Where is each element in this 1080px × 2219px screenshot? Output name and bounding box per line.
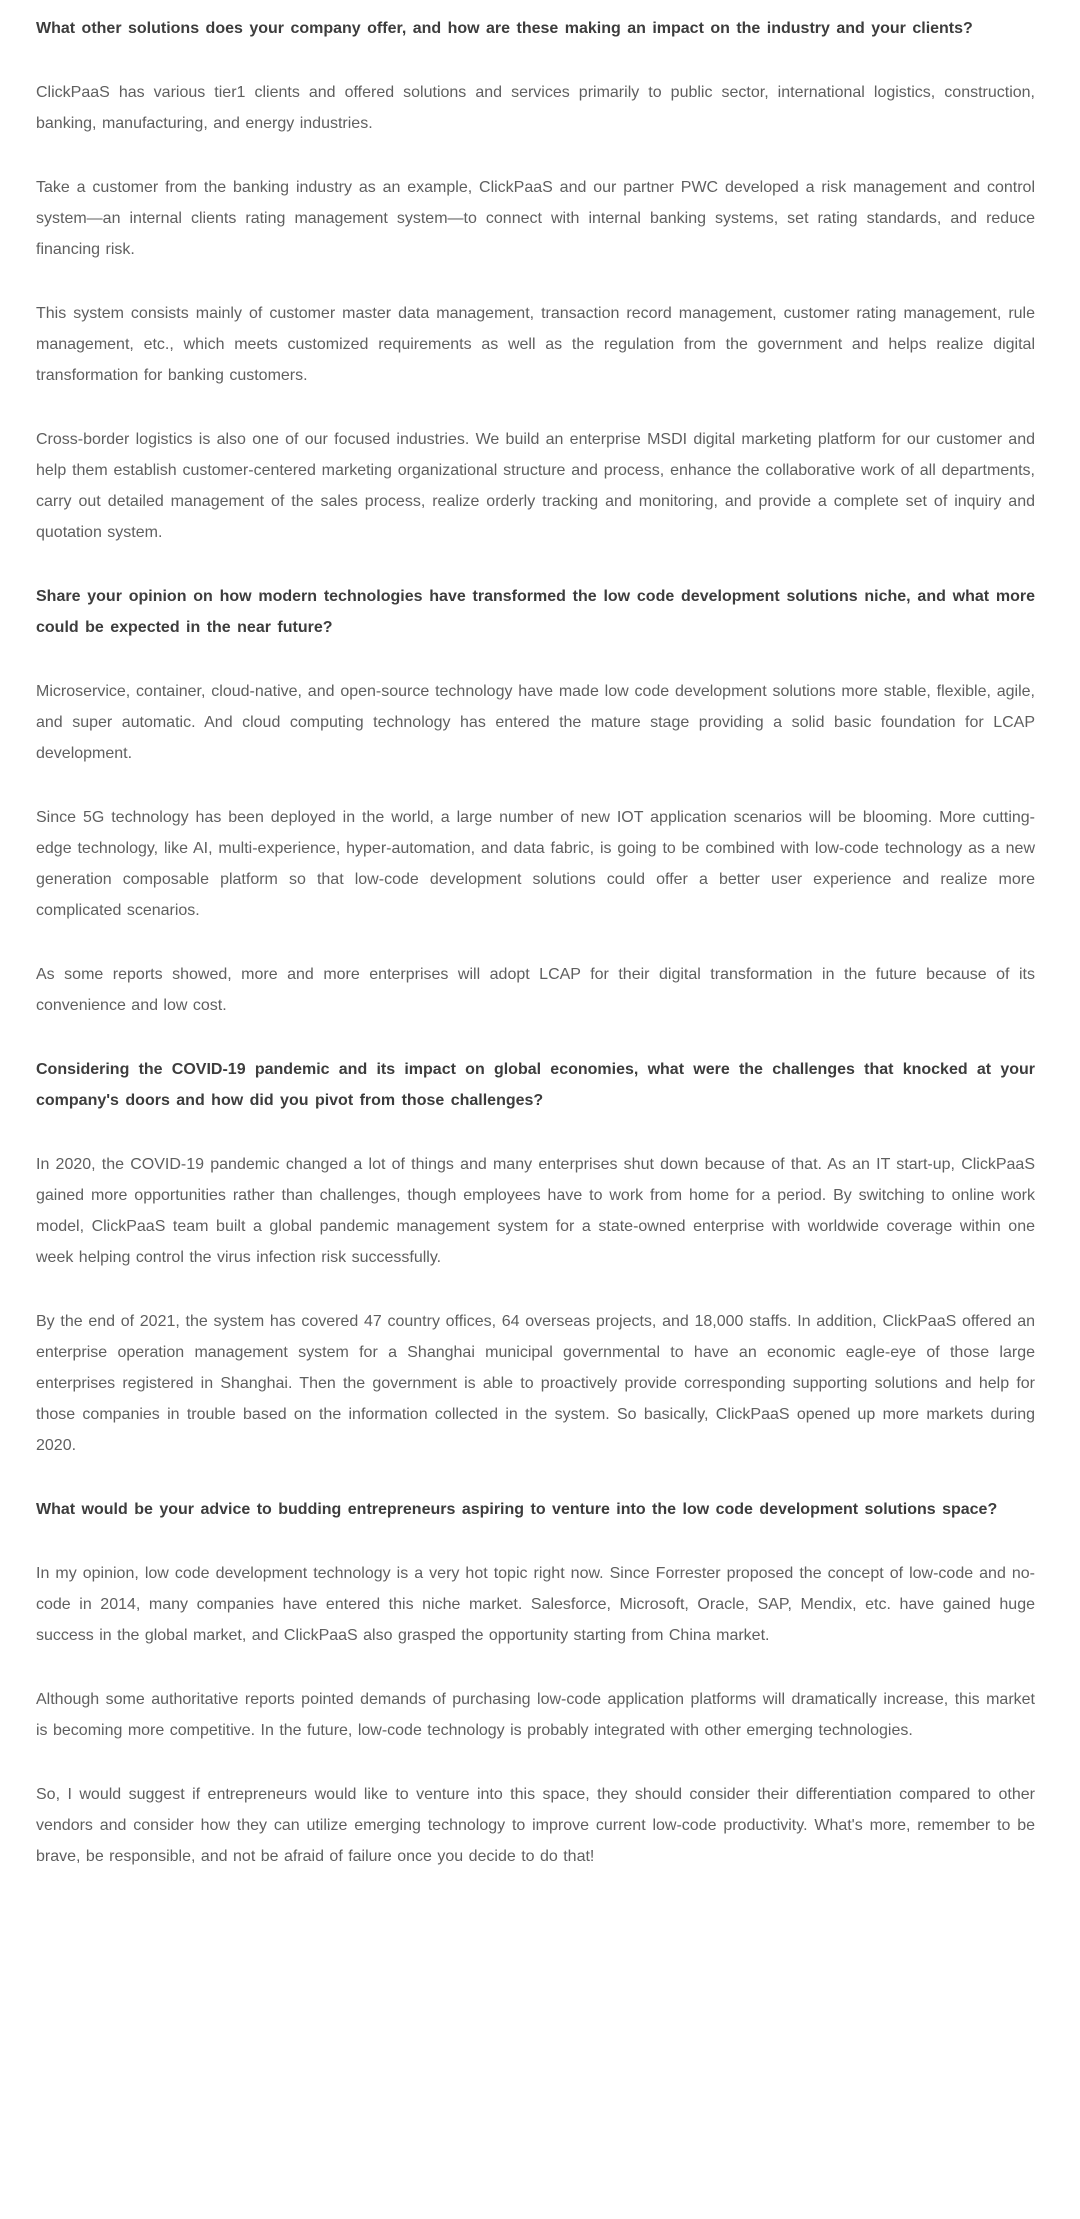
interview-answer: This system consists mainly of customer master data management, transaction record management, customer rating management, rule management, etc., which meets customized requirements as well as the regulation from the government and helps realize digital transformation for banking customers. <box>36 305 1035 384</box>
interview-answer: As some reports showed, more and more enterprises will adopt LCAP for their digital transformation in the future because of its convenience and low cost. <box>36 966 1035 1014</box>
interview-answer: By the end of 2021, the system has covered 47 country offices, 64 overseas projects, and 18,000 staffs. In addition, ClickPaaS offered an enterprise operation management system for a Shanghai municipal governmental to have an economic eagle-eye of those large enterprises registered in Shanghai. Then the government is able to proactively provide corresponding supporting solutions and help for those companies in trouble based on the information collected in the system. So basically, ClickPaaS opened up more markets during 2020. <box>36 1313 1035 1454</box>
interview-question: Share your opinion on how modern technologies have transformed the low code development solutions niche, and what more could be expected in the near future? <box>36 588 1035 636</box>
interview-answer: ClickPaaS has various tier1 clients and offered solutions and services primarily to public sector, international logistics, construction, banking, manufacturing, and energy industries. <box>36 84 1035 132</box>
interview-question: What would be your advice to budding entrepreneurs aspiring to venture into the low code development solutions space? <box>36 1501 998 1518</box>
interview-answer: Although some authoritative reports pointed demands of purchasing low-code application platforms will dramatically increase, this market is becoming more competitive. In the future, low-code technology is probably integrated with other emerging technologies. <box>36 1691 1035 1739</box>
interview-question: Considering the COVID-19 pandemic and its impact on global economies, what were the challenges that knocked at your company's doors and how did you pivot from those challenges? <box>36 1061 1035 1109</box>
interview-answer: In 2020, the COVID-19 pandemic changed a lot of things and many enterprises shut down because of that. As an IT start-up, ClickPaaS gained more opportunities rather than challenges, though employees have to work from home for a period. By switching to online work model, ClickPaaS team built a global pandemic management system for a state-owned enterprise with worldwide coverage within one week helping control the virus infection risk successfully. <box>36 1156 1035 1266</box>
interview-answer: So, I would suggest if entrepreneurs would like to venture into this space, they should consider their differentiation compared to other vendors and consider how they can utilize emerging technology to improve current low-code productivity. What's more, remember to be brave, be responsible, and not be afraid of failure once you decide to do that! <box>36 1786 1035 1865</box>
interview-question: What other solutions does your company offer, and how are these making an impact on the industry and your clients? <box>36 20 973 37</box>
interview-answer: Microservice, container, cloud-native, and open-source technology have made low code development solutions more stable, flexible, agile, and super automatic. And cloud computing technology has entered the mature stage providing a solid basic foundation for LCAP development. <box>36 683 1035 762</box>
interview-answer: Since 5G technology has been deployed in the world, a large number of new IOT application scenarios will be blooming. More cutting-edge technology, like AI, multi-experience, hyper-automation, and data fabric, is going to be combined with low-code technology as a new generation composable platform so that low-code development solutions could offer a better user experience and realize more complicated scenarios. <box>36 809 1035 919</box>
interview-answer: Cross-border logistics is also one of our focused industries. We build an enterprise MSDI digital marketing platform for our customer and help them establish customer-centered marketing organizational structure and process, enhance the collaborative work of all departments, carry out detailed management of the sales process, realize orderly tracking and monitoring, and provide a complete set of inquiry and quotation system. <box>36 431 1035 541</box>
interview-answer: In my opinion, low code development technology is a very hot topic right now. Since Forrester proposed the concept of low-code and no-code in 2014, many companies have entered this niche market. Salesforce, Microsoft, Oracle, SAP, Mendix, etc. have gained huge success in the global market, and ClickPaaS also grasped the opportunity starting from China market. <box>36 1565 1035 1644</box>
interview-answer: Take a customer from the banking industry as an example, ClickPaaS and our partner PWC developed a risk management and control system—an internal clients rating management system—to connect with internal banking systems, set rating standards, and reduce financing risk. <box>36 179 1035 258</box>
